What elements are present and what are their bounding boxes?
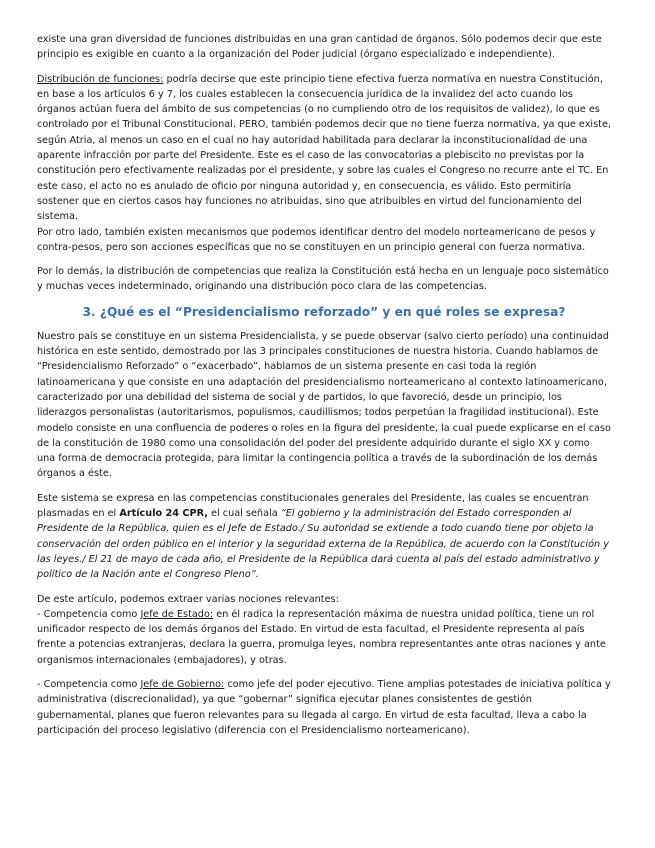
paragraph-intro: existe una gran diversidad de funciones distribuidas en una gran cantidad de órganos. Sólo podemos decir que este principio es exigible en cuanto a la organización del Poder judicial (órgano especializado e independiente).	[37, 34, 602, 61]
text-jefe-gobierno-b: como jefe del poder ejecutivo. Tiene amplias potestades de iniciativa política y administrativa (discrecionalidad), ya que “gobernar” significa ejecutar planes consistentes de gestión gubernamental, planes que fueron relevantes para su llegada al cargo. En virtud de esta facultad, lleva a cabo la participación del proceso legislativo (diferencia con el Presidencialismo norteamericano).	[37, 678, 611, 736]
label-distribucion: Distribución de funciones:	[37, 73, 164, 85]
text-jefe-estado-a: - Competencia como	[37, 608, 141, 620]
text-articulo-bold: Artículo 24 CPR,	[119, 508, 208, 520]
list-item-jefe-gobierno	[37, 677, 611, 738]
paragraph-articulo-24	[37, 491, 611, 583]
text-jefe-gobierno-a: - Competencia como	[37, 678, 141, 690]
text-jefe-estado-b: en él radica la representación máxima de nuestra unidad política, tiene un rol unificador respecto de los demás órganos del Estado. En virtud de esta facultad, el Presidente representa al país frente a potencias extranjeras, declara la guerra, promulga leyes, nombra representantes ante otras naciones y ante organismos internacionales (embajadores), y otras.	[37, 608, 606, 666]
paragraph-nociones: De este artículo, podemos extraer varias nociones relevantes:	[37, 593, 339, 605]
label-jefe-estado: Jefe de Estado:	[140, 608, 214, 620]
text-distribucion: podría decirse que este principio tiene efectiva fuerza normativa en nuestra Constitución, en base a los artículos 6 y 7, los cuales establecen la consecuencia jurídica de la invalidez del acto cuando los órganos actúan fuera del ámbito de sus competencias (o no cumpliendo otro de los requisitos de validez), lo que es controlado por el Tribunal Constitucional. PERO, también podemos decir que no tiene fuerza normativa, ya que existe, según Atria, al menos un caso en el cual no hay autoridad habilitada para declarar la inconstitucionalidad de una aparente infracción por parte del Presidente. Este es el caso de las convocatorias a plebiscito no previstas por la constitución pero efectivamente realizadas por el presidente, y sobre las cuales el Congreso no recurre ante el TC. En este caso, el acto no es anulado de oficio por ninguna autoridad y, en consecuencia, es válido. Esto permitiría sostener que en ciertos casos hay funciones no atribuidas, sino que atribuibles en virtud del funcionamiento del sistema.	[37, 73, 612, 223]
section-heading: 3. ¿Qué es el “Presidencialismo reforzado” y en qué roles se expresa?	[82, 304, 566, 319]
paragraph-presidencialismo: Nuestro país se constituye en un sistema Presidencialista, y se puede observar (salvo cierto período) una continuidad histórica en este sentido, demostrado por las 3 principales constituciones de nuestra historia. Cuando hablamos de “Presidencialismo Reforzado” o “exacerbado”, hablamos de un sistema presente en casi toda la región latinoamericana y que consiste en una adaptación del presidencialismo norteamericano al contexto latinoamericano, caracterizado por una debilidad del sistema de social y de partidos, lo que favoreció, desde un principio, los liderazgos personalistas (autoritarismos, populismos, caudillismos; todos perpetúan la fragilidad institucional). Este modelo consiste en una confluencia de poderes o roles en la figura del presidente, la cual puede explicarse en el caso de la constitución de 1980 como una consolidación del poder del presidente adquirido durante el siglo XX y como una forma de democracia protegida, para limitar la contingencia política a través de la subordinación de los demás órganos a éste.	[37, 330, 611, 480]
list-item-jefe-estado	[37, 607, 611, 668]
paragraph-distribucion	[37, 72, 611, 225]
text-articulo-a: Este sistema se expresa en las competencias constitucionales generales del Presidente, las cuales se encuentran plasmadas en el	[37, 492, 589, 520]
paragraph-competencias: Por lo demás, la distribución de competencias que realiza la Constitución está hecha en un lenguaje poco sistemático y muchas veces indeterminado, originando una distribución poco clara de las competencias.	[37, 266, 609, 293]
label-jefe-gobierno: Jefe de Gobierno:	[140, 678, 225, 690]
paragraph-pesos: Por otro lado, también existen mecanismos que podemos identificar dentro del modelo norteamericano de pesos y contra-pesos, pero son acciones específicas que no se constituyen en un principio general con fuerza normativa.	[37, 226, 596, 253]
text-articulo-quote: “El gobierno y la administración del Estado corresponden al Presidente de la República, quien es el Jefe de Estado./ Su autoridad se extiende a todo cuando tiene por objeto la conservación del orden público en el interior y la seguridad externa de la República, de acuerdo con la Constitución y las leyes./ El 21 de mayo de cada año, el Presidente de la República dará cuenta al país del estado administrativo y político de la Nación ante el Congreso Pleno”.	[37, 508, 609, 581]
text-articulo-b: el cual señala	[207, 508, 281, 520]
